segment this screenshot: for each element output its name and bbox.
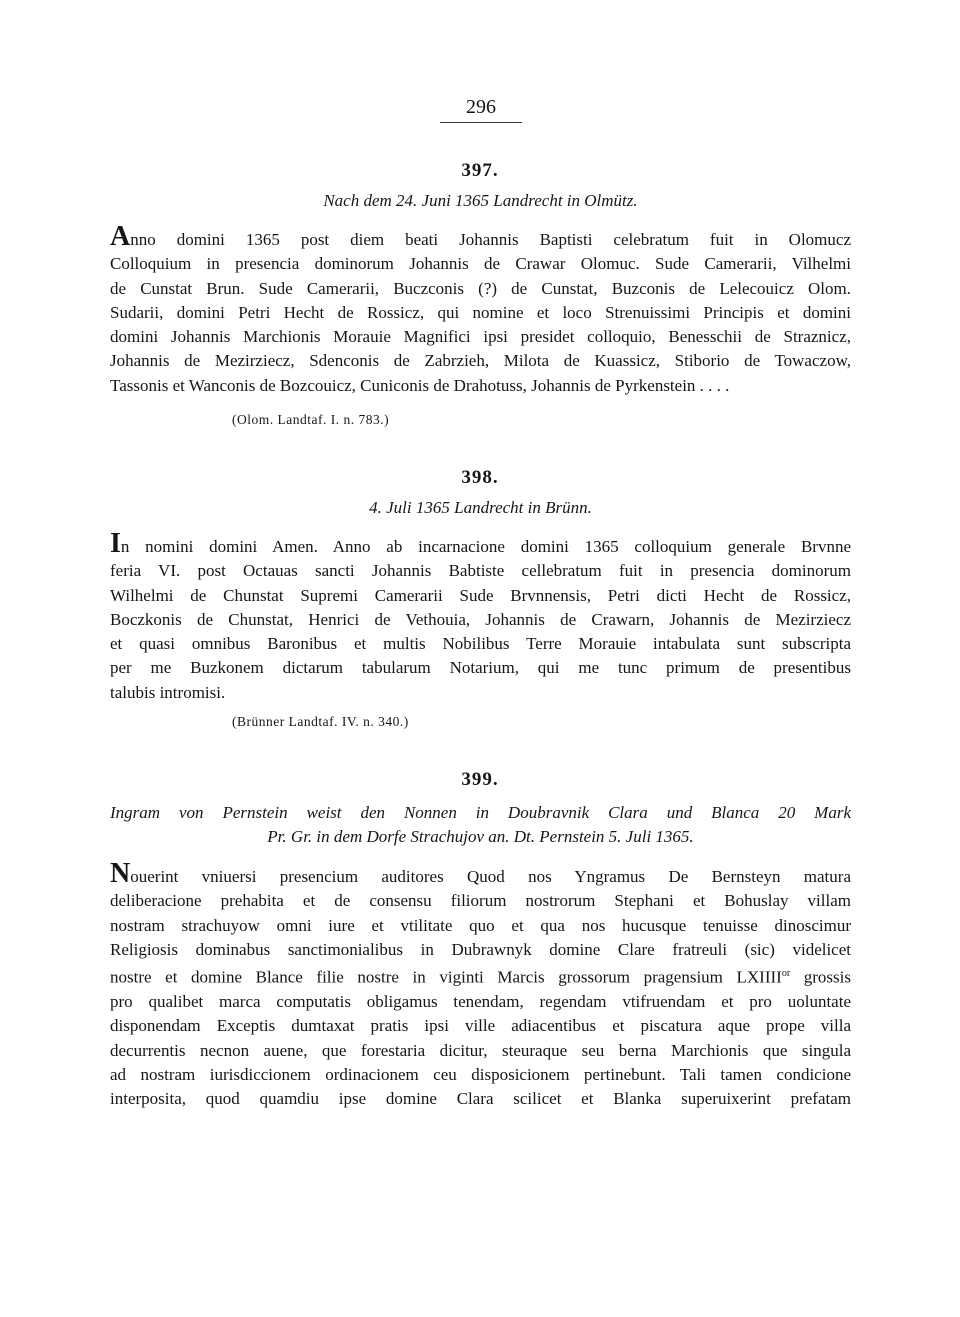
text-line: Colloquium in presencia dominorum Johannis de Crawar Olomuc. Sude Camerarii, Vilhelmi	[110, 254, 851, 274]
source-citation-397: (Olom. Landtaf. I. n. 783.)	[232, 412, 390, 427]
text-line: decurrentis necnon auene, que forestaria dicitur, steuraque seu berna Marchionis que singula	[110, 1040, 851, 1060]
text-line: Nouerint vniuersi presencium auditores Quod nos Yngramus De Bernsteyn matura	[110, 858, 851, 889]
entry-caption-399-line2: Pr. Gr. in dem Dorfe Strachujov an. Dt. Pernstein 5. Juli 1365.	[267, 827, 694, 846]
text-line: Sudarii, domini Petri Hecht de Rossicz, qui nomine et loco Strenuissimi Principis et domini	[110, 302, 851, 322]
text-line: talubis intromisi.	[110, 682, 226, 702]
entry-text-399	[110, 858, 851, 1112]
entry-caption-399-line1: Ingram von Pernstein weist den Nonnen in Doubravnik Clara und Blanca 20 Mark	[110, 803, 851, 822]
page-number-rule	[440, 122, 522, 123]
entry-caption-397: Nach dem 24. Juni 1365 Landrecht in Olmütz.	[323, 191, 638, 210]
text-line: Religiosis dominabus sanctimonialibus in Dubrawnyk domine Clare fratreuli (sic) videlicet	[110, 939, 851, 959]
entry-text-398	[110, 528, 851, 705]
text-line: ad nostram iurisdiccionem ordinacionem ceu disposicionem pertinebunt. Tali tamen condicione	[110, 1065, 851, 1085]
text-line: In nomini domini Amen. Anno ab incarnacione domini 1365 colloquium generale Brvnne	[110, 528, 851, 559]
superscript: or	[781, 968, 791, 980]
drop-initial: I	[110, 528, 121, 559]
text-line: domini Johannis Marchionis Morauie Magnifici ipsi presidet colloquio, Benesschii de Straznicz,	[110, 327, 851, 347]
text-line: per me Buzkonem dictarum tabularum Notarium, qui me tunc primum de presentibus	[110, 658, 851, 678]
text-line: nostram strachuyow omni iure et vtilitate quo et qua nos hucusque tenuisse dinoscimur	[110, 915, 851, 935]
text-line: Boczkonis de Chunstat, Henrici de Vethouia, Johannis de Crawarn, Johannis de Mezirziecz	[110, 609, 851, 629]
text-line: Anno domini 1365 post diem beati Johannis Baptisti celebratum fuit in Olomucz	[110, 221, 851, 252]
text-line: interposita, quod quamdiu ipse domine Clara scilicet et Blanka superuixerint prefatam	[110, 1089, 851, 1109]
text-line: feria VI. post Octauas sancti Johannis Babtiste cellebratum fuit in presencia dominorum	[110, 561, 851, 581]
text-line: disponendam Exceptis dumtaxat pratis ipsi ville adiacentibus et piscatura aque prope villa	[110, 1016, 851, 1036]
text-line: Wilhelmi de Chunstat Supremi Camerarii Sude Brvnnensis, Petri dicti Hecht de Rossicz,	[110, 585, 851, 605]
text-line: pro qualibet marca computatis obligamus tenendam, regendam vtifruendam et pro uoluntate	[110, 992, 851, 1012]
text-line: de Cunstat Brun. Sude Camerarii, Buczconis (?) de Cunstat, Buzconis de Lelecouicz Olom.	[110, 278, 851, 298]
entry-text-397	[110, 221, 851, 398]
text-line: Johannis de Mezirziecz, Sdenconis de Zabrzieh, Milota de Kuassicz, Stiborio de Towaczow,	[110, 351, 851, 371]
entry-number-397: 397.	[461, 160, 499, 181]
entry-caption-398: 4. Juli 1365 Landrecht in Brünn.	[369, 498, 592, 517]
entry-number-398: 398.	[461, 467, 499, 488]
text-line: Tassonis et Wanconis de Bozcouicz, Cuniconis de Drahotuss, Johannis de Pyrkenstein . . . .	[110, 375, 730, 395]
text-line: deliberacione prehabita et de consensu filiorum nostrorum Stephani et Bohuslay villam	[110, 891, 851, 911]
source-citation-398: (Brünner Landtaf. IV. n. 340.)	[232, 714, 409, 729]
page-number: 296	[466, 96, 496, 118]
entry-number-399: 399.	[461, 769, 499, 790]
text-line: nostre et domine Blance filie nostre in viginti Marcis grossorum pragensium $LXIIII^{or}$ grossis	[110, 967, 851, 987]
text-line: et quasi omnibus Baronibus et multis Nobilibus Terre Morauie intabulata sunt subscripta	[110, 634, 851, 654]
drop-initial: N	[110, 858, 131, 889]
drop-initial: A	[110, 221, 131, 252]
